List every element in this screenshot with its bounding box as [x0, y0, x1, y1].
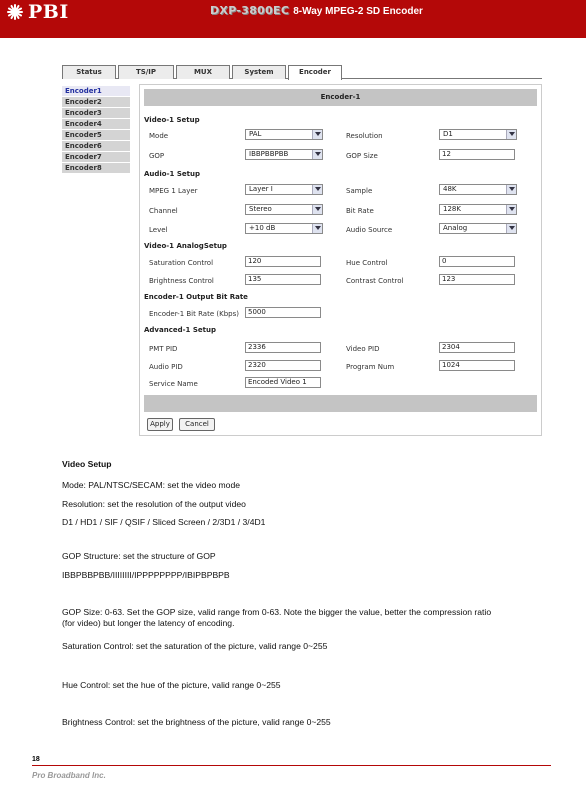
main-tabs: [62, 65, 542, 79]
panel-title: Encoder-1: [144, 89, 537, 106]
menu-item-encoder8[interactable]: Encoder8: [62, 163, 130, 174]
doc-paragraph: Saturation Control: set the saturation of the picture, valid range 0~255: [62, 641, 328, 651]
menu-item-encoder1[interactable]: Encoder1: [62, 86, 130, 97]
pmt-pid-input[interactable]: 2336: [245, 342, 321, 353]
encoder-bitrate-input[interactable]: 5000: [245, 307, 321, 318]
video-pid-input[interactable]: 2304: [439, 342, 515, 353]
chevron-down-icon: [312, 150, 322, 159]
tab-encoder[interactable]: Encoder: [288, 65, 342, 80]
service-name-input[interactable]: Encoded Video 1: [245, 377, 321, 388]
gop-value: IBBPBBPBB: [249, 150, 289, 158]
chevron-down-icon: [506, 205, 516, 214]
product-title: [210, 4, 423, 17]
level-select[interactable]: [245, 223, 323, 234]
channel-value: Stereo: [249, 205, 272, 213]
page-number: 18: [32, 756, 40, 763]
tab-mux[interactable]: MUX: [176, 65, 230, 79]
bit-rate-label: Bit Rate: [346, 207, 374, 215]
mpeg-layer-value: Layer I: [249, 185, 273, 193]
product-model: DXP-3800EC: [210, 4, 290, 17]
pmt-pid-label: PMT PID: [149, 345, 178, 353]
tab-ts-ip[interactable]: TS/IP: [118, 65, 174, 79]
resolution-label: Resolution: [346, 132, 383, 140]
output-bitrate-heading: Encoder-1 Output Bit Rate: [144, 293, 248, 301]
sample-select[interactable]: [439, 184, 517, 195]
audio-source-label: Audio Source: [346, 226, 393, 234]
gop-label: GOP: [149, 152, 165, 160]
encoder-menu: [62, 86, 130, 174]
logo-text: PBI: [28, 1, 69, 23]
menu-item-encoder3[interactable]: Encoder3: [62, 108, 130, 119]
bit-rate-select[interactable]: [439, 204, 517, 215]
gop-select[interactable]: [245, 149, 323, 160]
audio-pid-input[interactable]: 2320: [245, 360, 321, 371]
mode-value: PAL: [249, 130, 262, 138]
program-num-input[interactable]: 1024: [439, 360, 515, 371]
starburst-icon: [4, 2, 26, 22]
mode-label: Mode: [149, 132, 169, 140]
chevron-down-icon: [312, 185, 322, 194]
apply-button[interactable]: Apply: [147, 418, 173, 431]
level-value: +10 dB: [249, 224, 276, 232]
doc-paragraph: Mode: PAL/NTSC/SECAM: set the video mode: [62, 480, 240, 490]
audio-source-select[interactable]: [439, 223, 517, 234]
app-header: [0, 0, 586, 38]
tab-system[interactable]: System: [232, 65, 286, 79]
channel-label: Channel: [149, 207, 178, 215]
tab-status[interactable]: Status: [62, 65, 116, 79]
saturation-label: Saturation Control: [149, 259, 214, 267]
bit-rate-value: 128K: [443, 205, 461, 213]
doc-heading: Video Setup: [62, 459, 112, 469]
sample-label: Sample: [346, 187, 373, 195]
video-setup-heading: Video-1 Setup: [144, 116, 200, 124]
audio-setup-heading: Audio-1 Setup: [144, 170, 200, 178]
video-pid-label: Video PID: [346, 345, 380, 353]
resolution-value: D1: [443, 130, 453, 138]
menu-item-encoder4[interactable]: Encoder4: [62, 119, 130, 130]
mode-select[interactable]: [245, 129, 323, 140]
footer-company: Pro Broadband Inc.: [32, 771, 106, 780]
hue-input[interactable]: 0: [439, 256, 515, 267]
level-label: Level: [149, 226, 168, 234]
gop-size-label: GOP Size: [346, 152, 378, 160]
doc-paragraph: IBBPBBPBB/IIIIIIII/IPPPPPPPP/IBIPBPBPB: [62, 570, 230, 580]
panel-footer-bar: [144, 395, 537, 412]
chevron-down-icon: [312, 224, 322, 233]
chevron-down-icon: [312, 130, 322, 139]
analog-setup-heading: Video-1 AnalogSetup: [144, 242, 227, 250]
audio-pid-label: Audio PID: [149, 363, 183, 371]
mpeg-layer-select[interactable]: [245, 184, 323, 195]
saturation-input[interactable]: 120: [245, 256, 321, 267]
chevron-down-icon: [506, 224, 516, 233]
menu-item-encoder6[interactable]: Encoder6: [62, 141, 130, 152]
encoder-bitrate-label: Encoder-1 Bit Rate (Kbps): [149, 310, 239, 318]
cancel-button[interactable]: Cancel: [179, 418, 215, 431]
hue-label: Hue Control: [346, 259, 388, 267]
advanced-setup-heading: Advanced-1 Setup: [144, 326, 216, 334]
doc-paragraph: GOP Size: 0-63. Set the GOP size, valid range from 0-63. Note the bigger the value, better the compression ratio (for video) but longer the latency of encoding.: [62, 607, 492, 628]
contrast-label: Contrast Control: [346, 277, 404, 285]
doc-paragraph: Hue Control: set the hue of the picture, valid range 0~255: [62, 680, 281, 690]
chevron-down-icon: [506, 185, 516, 194]
footer-divider: [32, 765, 551, 766]
doc-paragraph: Brightness Control: set the brightness of the picture, valid range 0~255: [62, 717, 331, 727]
mpeg-layer-label: MPEG 1 Layer: [149, 187, 198, 195]
menu-item-encoder2[interactable]: Encoder2: [62, 97, 130, 108]
audio-source-value: Analog: [443, 224, 468, 232]
menu-item-encoder7[interactable]: Encoder7: [62, 152, 130, 163]
encoder-panel: [139, 84, 542, 436]
pbi-logo: [4, 2, 69, 22]
gop-size-input[interactable]: 12: [439, 149, 515, 160]
doc-paragraph: GOP Structure: set the structure of GOP: [62, 551, 216, 561]
chevron-down-icon: [506, 130, 516, 139]
sample-value: 48K: [443, 185, 457, 193]
channel-select[interactable]: [245, 204, 323, 215]
service-name-label: Service Name: [149, 380, 198, 388]
chevron-down-icon: [312, 205, 322, 214]
resolution-select[interactable]: [439, 129, 517, 140]
brightness-input[interactable]: 135: [245, 274, 321, 285]
doc-paragraph: D1 / HD1 / SIF / QSIF / Sliced Screen / 2/3D1 / 3/4D1: [62, 517, 266, 527]
menu-item-encoder5[interactable]: Encoder5: [62, 130, 130, 141]
product-description: 8-Way MPEG-2 SD Encoder: [293, 6, 423, 17]
doc-paragraph: Resolution: set the resolution of the output video: [62, 499, 246, 509]
brightness-label: Brightness Control: [149, 277, 214, 285]
program-num-label: Program Num: [346, 363, 395, 371]
contrast-input[interactable]: 123: [439, 274, 515, 285]
